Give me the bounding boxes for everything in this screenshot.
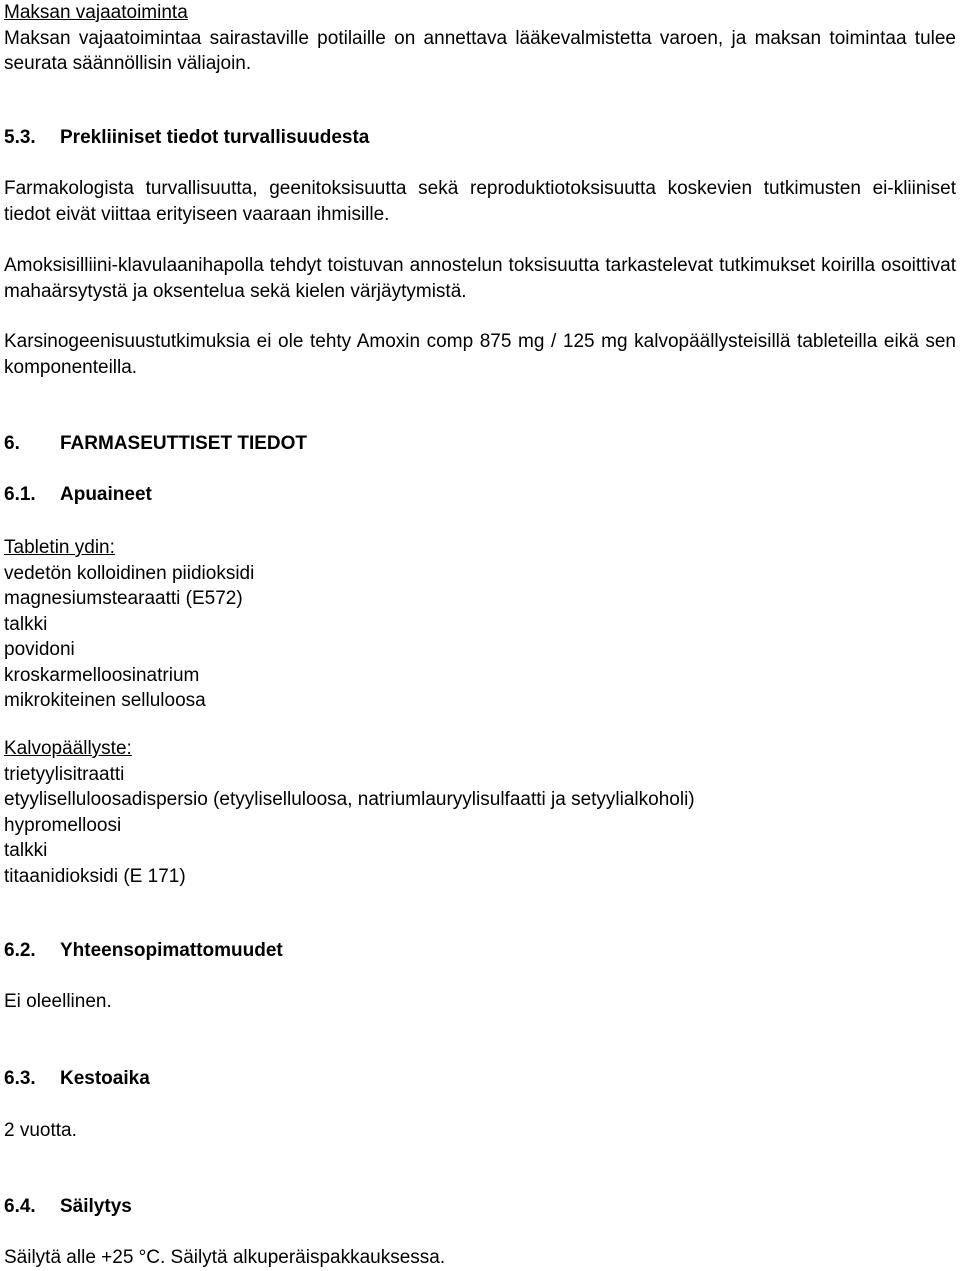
section-number: 6. — [4, 433, 20, 454]
list-item: etyyliselluloosadispersio (etyyliselluloosa, natriumlauryylisulfaatti ja setyylialkoholi) — [4, 789, 695, 810]
section-6-4-heading — [4, 1194, 956, 1220]
list-item: kroskarmelloosinatrium — [4, 664, 200, 686]
section-6-3-heading — [4, 1066, 956, 1092]
section-number: 5.3. — [4, 127, 36, 148]
shelf-life-text: 2 vuotta. — [4, 1120, 77, 1141]
liver-heading: Maksan vajaatoiminta — [4, 2, 188, 23]
preclinical-paragraph-1: Farmakologista turvallisuutta, geenitoksisuutta sekä reproduktiotoksisuutta koskevien tutkimusten ei-kliiniset tiedot eivät viittaa erityiseen vaaraan ihmisille. — [4, 178, 956, 225]
section-title: Yhteensopimattomuudet — [60, 940, 283, 961]
section-5-3-heading — [4, 125, 956, 151]
section-6-1-heading — [4, 482, 956, 508]
list-item: talkki — [4, 840, 48, 861]
storage-text: Säilytä alle +25 °C. Säilytä alkuperäispakkauksessa. — [4, 1247, 446, 1268]
list-item: vedetön kolloidinen piidioksidi — [4, 562, 255, 584]
section-number: 6.2. — [4, 940, 36, 961]
list-item: titaanidioksidi (E 171) — [4, 865, 186, 887]
core-label: Tabletin ydin: — [4, 537, 115, 558]
section-title: Säilytys — [60, 1196, 132, 1217]
list-item: povidoni — [4, 639, 75, 660]
liver-section — [4, 0, 956, 77]
section-number: 6.4. — [4, 1196, 36, 1217]
list-item: mikrokiteinen selluloosa — [4, 690, 206, 711]
section-6-2-heading — [4, 938, 956, 964]
coating-label: Kalvopäällyste: — [4, 738, 132, 759]
coating-excipients — [4, 736, 956, 889]
preclinical-paragraph-2: Amoksisilliini-klavulaanihapolla tehdyt toistuvan annostelun toksisuutta tarkastelevat tutkimukset koirilla osoittivat mahaärsytystä ja oksentelua sekä kielen värjäytymistä. — [4, 255, 956, 302]
section-title: FARMASEUTTISET TIEDOT — [60, 433, 307, 454]
section-number: 6.3. — [4, 1068, 36, 1089]
section-number: 6.1. — [4, 484, 36, 505]
section-title: Kestoaika — [60, 1068, 150, 1089]
section-6-heading — [4, 431, 956, 457]
list-item: talkki — [4, 613, 48, 635]
list-item: hypromelloosi — [4, 814, 122, 836]
core-excipients — [4, 535, 956, 714]
section-title: Prekliiniset tiedot turvallisuudesta — [60, 127, 370, 148]
liver-text: Maksan vajaatoimintaa sairastaville potilaille on annettava lääkevalmistetta varoen, ja maksan toimintaa tulee seurata säännöllisin väliajoin. — [4, 27, 956, 74]
list-item: magnesiumstearaatti (E572) — [4, 588, 243, 609]
preclinical-paragraph-3: Karsinogeenisuustutkimuksia ei ole tehty Amoxin comp 875 mg / 125 mg kalvopäällysteisillä tableteilla eikä sen komponenteilla. — [4, 331, 956, 378]
section-title: Apuaineet — [60, 484, 152, 505]
incompatibilities-text: Ei oleellinen. — [4, 991, 112, 1012]
list-item: trietyylisitraatti — [4, 763, 125, 785]
